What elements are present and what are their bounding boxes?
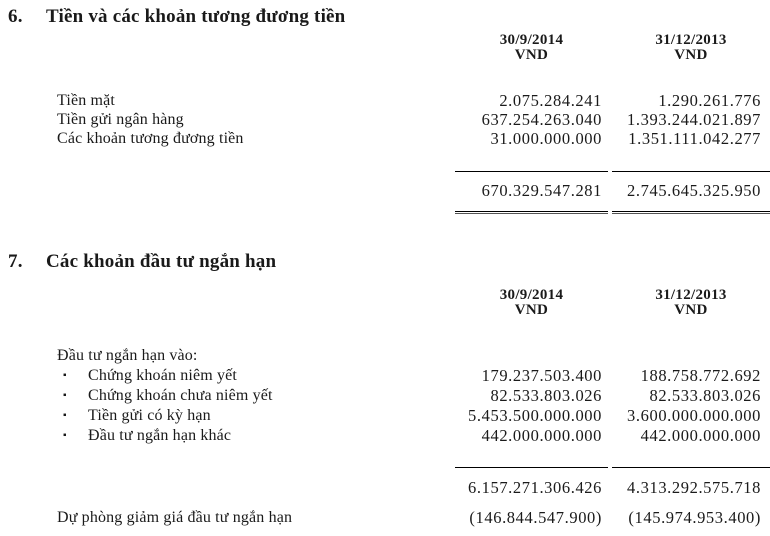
total-rule-col1 (455, 171, 608, 172)
bullet-icon: ▪ (63, 429, 67, 441)
row-label: Chứng khoán niêm yết (88, 366, 237, 384)
header-spacer (0, 288, 455, 318)
section-6-title: Tiền và các khoản tương đương tiền (46, 6, 346, 27)
intro-row (0, 346, 770, 366)
row-value-2013: 1.351.111.042.277 (628, 129, 761, 148)
section-7-title: Các khoản đầu tư ngắn hạn (46, 250, 277, 272)
section-6-heading (0, 0, 770, 27)
bullet-icon: ▪ (63, 409, 67, 421)
column-header-2013-date: 31/12/2013 (655, 32, 727, 48)
total-label-empty (0, 181, 455, 200)
row-value-2014: 442.000.000.000 (481, 425, 602, 445)
double-rule-col1 (455, 211, 608, 214)
row-label: Tiền mặt (57, 92, 115, 109)
row-value-2013: 1.290.261.776 (658, 91, 761, 110)
rule-above-total (0, 467, 770, 468)
total-value-2013: 4.313.292.575.718 (627, 477, 761, 497)
total-value-2013: 2.745.645.325.950 (627, 181, 761, 200)
section-7-column-headers (0, 288, 770, 318)
row-label: Đầu tư ngắn hạn khác (88, 426, 232, 444)
column-header-2013 (612, 288, 770, 318)
bullet-icon: ▪ (63, 389, 67, 401)
section-6-column-headers (0, 33, 770, 63)
column-header-2013-date: 31/12/2013 (655, 286, 727, 303)
total-value-2014: 670.329.547.281 (481, 181, 602, 200)
column-header-2013-unit: VND (674, 47, 708, 63)
total-rule-col1 (455, 467, 608, 468)
column-header-2013 (612, 33, 770, 63)
column-header-2014 (455, 33, 608, 63)
section-7-number: 7. (8, 250, 23, 272)
row-label: Tiền gửi có kỳ hạn (88, 406, 211, 424)
row-value-2013: 188.758.772.692 (640, 365, 761, 385)
double-rule-below-total (0, 211, 770, 214)
row-label: Chứng khoán chưa niêm yết (88, 386, 273, 404)
section-7-total-row (0, 468, 770, 497)
row-value-2013: 82.533.803.026 (649, 385, 761, 405)
row-value-2014: 5.453.500.000.000 (468, 405, 602, 425)
provision-label: Dự phòng giảm giá đầu tư ngắn hạn (57, 508, 293, 526)
double-rule-col2 (612, 211, 770, 214)
total-rule-col2 (612, 171, 770, 172)
section-6-table-body (0, 91, 770, 148)
total-value-2014: 6.157.271.306.426 (468, 477, 602, 497)
bullet-icon: ▪ (63, 369, 67, 381)
section-6-number: 6. (8, 6, 23, 27)
row-value-2014: 179.237.503.400 (481, 365, 602, 385)
column-header-2013-unit: VND (674, 301, 708, 318)
column-header-2014-date: 30/9/2014 (499, 32, 564, 48)
column-header-2014-unit: VND (514, 47, 549, 63)
table-row-cash-equivalents (0, 129, 770, 148)
total-rule-col2 (612, 467, 770, 468)
column-header-2014-unit: VND (514, 301, 549, 318)
table-row-listed-securities (0, 366, 770, 386)
table-row-other-investments (0, 426, 770, 446)
column-header-2014 (455, 288, 608, 318)
provision-value-2014: (146.844.547.900) (469, 507, 602, 527)
section-7-heading (0, 251, 770, 272)
intro-label: Đầu tư ngắn hạn vào: (57, 346, 198, 364)
table-row-term-deposits (0, 406, 770, 426)
row-value-2014: 2.075.284.241 (499, 91, 602, 110)
header-spacer (0, 33, 455, 63)
rule-above-total (0, 171, 770, 172)
section-7-table-body (0, 346, 770, 446)
row-value-2013: 1.393.244.021.897 (627, 110, 761, 129)
table-row-unlisted-securities (0, 386, 770, 406)
row-value-2014: 82.533.803.026 (490, 385, 602, 405)
row-label: Các khoản tương đương tiền (57, 130, 244, 147)
provision-row (0, 508, 770, 527)
row-value-2013: 3.600.000.000.000 (627, 405, 761, 425)
table-row-bank-deposits (0, 110, 770, 129)
section-6-total-row (0, 172, 770, 200)
row-label: Tiền gửi ngân hàng (57, 111, 184, 128)
section-cash-and-equivalents (0, 0, 770, 214)
column-header-2014-date: 30/9/2014 (499, 286, 564, 303)
provision-value-2013: (145.974.953.400) (628, 507, 761, 527)
total-label-empty (0, 478, 455, 497)
row-value-2014: 637.254.263.040 (481, 110, 602, 129)
table-row-cash (0, 91, 770, 110)
section-short-term-investments (0, 251, 770, 527)
row-value-2014: 31.000.000.000 (490, 129, 602, 148)
row-value-2013: 442.000.000.000 (640, 425, 761, 445)
